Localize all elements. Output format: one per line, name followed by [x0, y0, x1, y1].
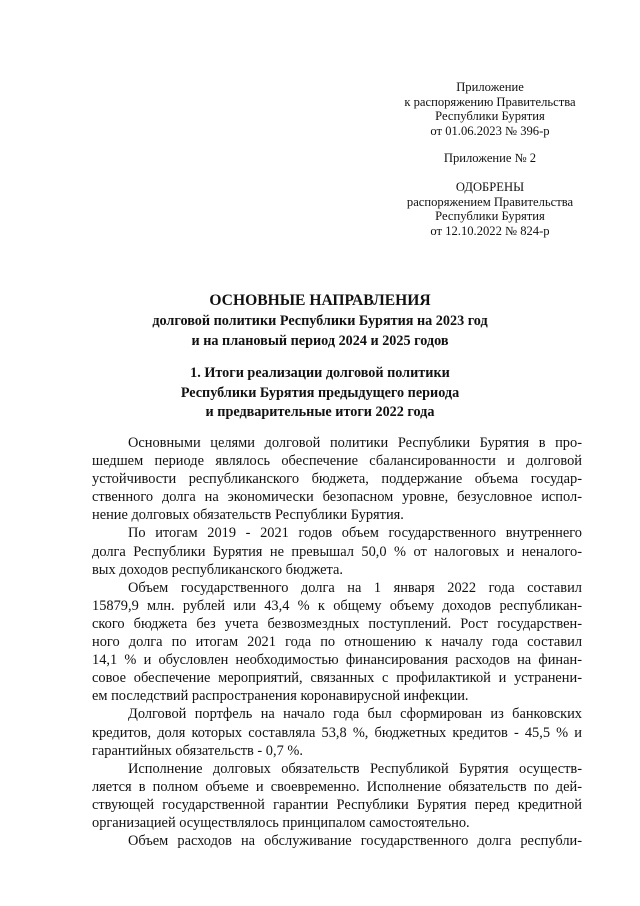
text-line: Исполнение долговых обязательств Республикой Бурятия осуществ- [128, 760, 582, 777]
text-line: кредитов, доля которых составляла 53,8 %, бюджетных кредитов - 45,5 % и [92, 724, 582, 741]
text-line: ляется в полном объеме и своевременно. Исполнение обязательств по дей- [92, 778, 582, 795]
text-line: Объем государственного долга на 1 января 2022 года составил [128, 579, 582, 596]
text-line: устойчивости республиканского бюджета, поддержание объема государ- [92, 471, 582, 488]
appendix-line: Республики Бурятия [435, 109, 545, 124]
appendix-line: от 01.06.2023 № 396-р [430, 123, 550, 138]
approved-line: ОДОБРЕНЫ [455, 180, 525, 194]
text-line: Основными целями долговой политики Республики Бурятия в про- [128, 435, 582, 451]
appendix-number [398, 151, 582, 166]
section-heading [0, 364, 640, 423]
appendix-line: к распоряжению Правительства [404, 94, 576, 109]
text-line: Долговой портфель на начало года был сформирован из банковских [128, 706, 582, 723]
approved-block [398, 180, 582, 238]
title-line: и на плановый период 2024 и 2025 годов [191, 333, 449, 349]
title-line: долговой политики Республики Бурятия на 2023 год [152, 313, 488, 329]
appendix-number-text: Приложение № 2 [443, 151, 537, 165]
text-line: 14,1 % и обусловлен необходимостью финансирования расходов на финан- [92, 652, 582, 669]
text-line: долга Республики Бурятия не превышал 50,0 % от налоговых и неналого- [92, 543, 582, 560]
paragraph [92, 705, 582, 759]
text-line: По итогам 2019 - 2021 годов объем государственного внутреннего [128, 525, 582, 542]
body-text [92, 434, 582, 850]
text-line: вых доходов республиканского бюджета. [92, 561, 343, 578]
text-line: шедшем периоде являлось обеспечение сбалансированности и долговой [92, 453, 582, 470]
text-line: ственного долга на экономически безопасном уровне, безусловное испол- [92, 489, 582, 506]
text-line: нение долговых обязательств Республики Бурятия. [92, 507, 404, 524]
text-line: ствующей государственной гарантии Республики Бурятия перед кредитной [92, 796, 582, 813]
approved-line: от 12.10.2022 № 824-р [430, 223, 550, 238]
paragraph [92, 760, 582, 832]
paragraph [92, 832, 582, 850]
paragraph [92, 434, 582, 524]
section-heading-line: и предварительные итоги 2022 года [205, 404, 435, 420]
text-line: ем последствий распространения коронавирусной инфекции. [92, 688, 469, 705]
paragraph [92, 579, 582, 706]
approved-line: распоряжением Правительства [406, 194, 574, 209]
appendix-block [398, 80, 582, 138]
text-line: организацией осуществлялось принципалом самостоятельно. [92, 814, 470, 831]
text-line: гарантийных обязательств - 0,7 %. [92, 742, 303, 759]
section-heading-line: Республики Бурятия предыдущего периода [180, 384, 460, 401]
text-line: 15879,9 млн. рублей или 43,4 % к общему объему доходов республикан- [92, 597, 582, 614]
text-line: ного долга по итогам 2021 года по отношению к началу года составил [92, 634, 582, 651]
appendix-line: Приложение [456, 80, 524, 94]
document-title [0, 291, 640, 351]
approved-line: Республики Бурятия [435, 209, 545, 224]
text-line: Объем расходов на обслуживание государственного долга республи- [128, 833, 582, 850]
text-line: ского бюджета без учета безвозмездных поступлений. Рост государствен- [92, 615, 582, 632]
title-main: ОСНОВНЫЕ НАПРАВЛЕНИЯ [209, 292, 431, 309]
section-heading-line: 1. Итоги реализации долговой политики [190, 365, 450, 381]
paragraph [92, 524, 582, 578]
text-line: совое обеспечение мероприятий, связанных с профилактикой и устранени- [92, 670, 582, 687]
